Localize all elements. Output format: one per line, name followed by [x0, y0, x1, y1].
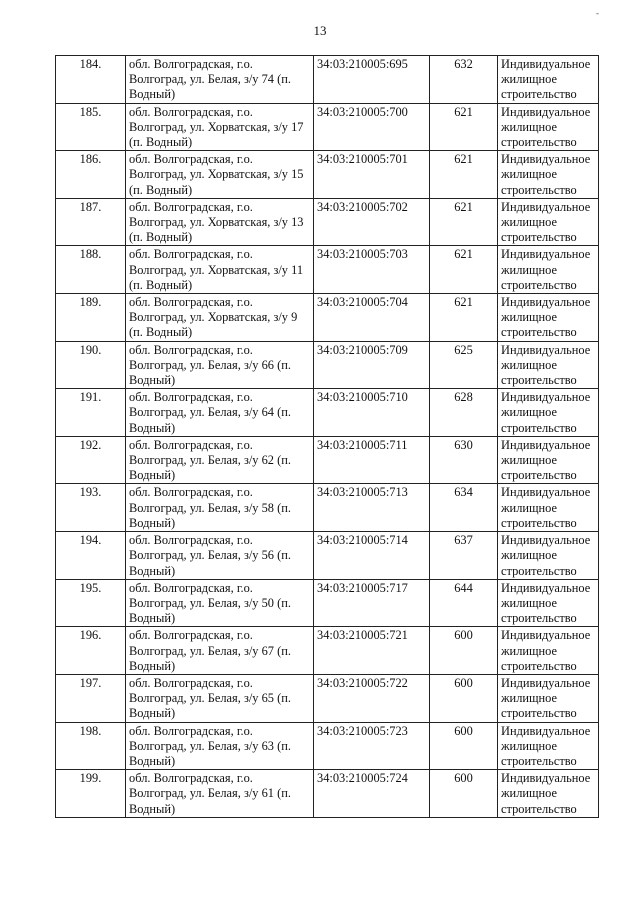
cadastral-number-cell: 34:03:210005:700 [314, 103, 430, 151]
table-row [56, 103, 599, 151]
permitted-use-cell: Индивидуальное жилищное строительство [498, 532, 599, 580]
table-row [56, 246, 599, 294]
area-cell: 637 [430, 532, 498, 580]
table-row [56, 674, 599, 722]
row-number-cell: 193. [56, 484, 126, 532]
address-cell: обл. Волгоградская, г.о. Волгоград, ул. Хорватская, з/у 17 (п. Водный) [126, 103, 314, 151]
table-row [56, 151, 599, 199]
address-cell: обл. Волгоградская, г.о. Волгоград, ул. Белая, з/у 66 (п. Водный) [126, 341, 314, 389]
table-row [56, 389, 599, 437]
cadastral-number-cell: 34:03:210005:695 [314, 56, 430, 104]
row-number-cell: 188. [56, 246, 126, 294]
address-cell: обл. Волгоградская, г.о. Волгоград, ул. Белая, з/у 50 (п. Водный) [126, 579, 314, 627]
table-row [56, 722, 599, 770]
permitted-use-cell: Индивидуальное жилищное строительство [498, 436, 599, 484]
address-cell: обл. Волгоградская, г.о. Волгоград, ул. Хорватская, з/у 9 (п. Водный) [126, 294, 314, 342]
permitted-use-cell: Индивидуальное жилищное строительство [498, 56, 599, 104]
address-cell: обл. Волгоградская, г.о. Волгоград, ул. Белая, з/у 58 (п. Водный) [126, 484, 314, 532]
area-cell: 625 [430, 341, 498, 389]
row-number-cell: 186. [56, 151, 126, 199]
cadastral-number-cell: 34:03:210005:717 [314, 579, 430, 627]
row-number-cell: 185. [56, 103, 126, 151]
row-number-cell: 187. [56, 198, 126, 246]
table-row [56, 198, 599, 246]
row-number-cell: 184. [56, 56, 126, 104]
permitted-use-cell: Индивидуальное жилищное строительство [498, 389, 599, 437]
row-number-cell: 199. [56, 770, 126, 818]
address-cell: обл. Волгоградская, г.о. Волгоград, ул. Белая, з/у 56 (п. Водный) [126, 532, 314, 580]
row-number-cell: 192. [56, 436, 126, 484]
area-cell: 644 [430, 579, 498, 627]
cadastral-number-cell: 34:03:210005:723 [314, 722, 430, 770]
permitted-use-cell: Индивидуальное жилищное строительство [498, 484, 599, 532]
permitted-use-cell: Индивидуальное жилищное строительство [498, 674, 599, 722]
address-cell: обл. Волгоградская, г.о. Волгоград, ул. Белая, з/у 62 (п. Водный) [126, 436, 314, 484]
cadastral-number-cell: 34:03:210005:703 [314, 246, 430, 294]
cadastral-number-cell: 34:03:210005:701 [314, 151, 430, 199]
row-number-cell: 195. [56, 579, 126, 627]
row-number-cell: 196. [56, 627, 126, 675]
address-cell: обл. Волгоградская, г.о. Волгоград, ул. Белая, з/у 74 (п. Водный) [126, 56, 314, 104]
address-cell: обл. Волгоградская, г.о. Волгоград, ул. Белая, з/у 63 (п. Водный) [126, 722, 314, 770]
parcels-table [55, 55, 599, 818]
area-cell: 600 [430, 722, 498, 770]
area-cell: 621 [430, 198, 498, 246]
area-cell: 634 [430, 484, 498, 532]
cadastral-number-cell: 34:03:210005:702 [314, 198, 430, 246]
area-cell: 621 [430, 294, 498, 342]
permitted-use-cell: Индивидуальное жилищное строительство [498, 579, 599, 627]
cadastral-number-cell: 34:03:210005:722 [314, 674, 430, 722]
table-row [56, 436, 599, 484]
permitted-use-cell: Индивидуальное жилищное строительство [498, 627, 599, 675]
area-cell: 600 [430, 674, 498, 722]
permitted-use-cell: Индивидуальное жилищное строительство [498, 722, 599, 770]
table-row [56, 532, 599, 580]
permitted-use-cell: Индивидуальное жилищное строительство [498, 770, 599, 818]
permitted-use-cell: Индивидуальное жилищное строительство [498, 151, 599, 199]
address-cell: обл. Волгоградская, г.о. Волгоград, ул. Белая, з/у 65 (п. Водный) [126, 674, 314, 722]
cadastral-number-cell: 34:03:210005:713 [314, 484, 430, 532]
area-cell: 628 [430, 389, 498, 437]
row-number-cell: 191. [56, 389, 126, 437]
cadastral-number-cell: 34:03:210005:714 [314, 532, 430, 580]
table-row [56, 56, 599, 104]
permitted-use-cell: Индивидуальное жилищное строительство [498, 294, 599, 342]
area-cell: 630 [430, 436, 498, 484]
area-cell: 632 [430, 56, 498, 104]
cadastral-number-cell: 34:03:210005:704 [314, 294, 430, 342]
permitted-use-cell: Индивидуальное жилищное строительство [498, 103, 599, 151]
corner-mark: - [596, 8, 599, 18]
address-cell: обл. Волгоградская, г.о. Волгоград, ул. Белая, з/у 61 (п. Водный) [126, 770, 314, 818]
address-cell: обл. Волгоградская, г.о. Волгоград, ул. Хорватская, з/у 13 (п. Водный) [126, 198, 314, 246]
cadastral-number-cell: 34:03:210005:711 [314, 436, 430, 484]
page-number: 13 [313, 23, 327, 38]
address-cell: обл. Волгоградская, г.о. Волгоград, ул. Хорватская, з/у 15 (п. Водный) [126, 151, 314, 199]
area-cell: 621 [430, 246, 498, 294]
table-row [56, 484, 599, 532]
row-number-cell: 189. [56, 294, 126, 342]
row-number-cell: 190. [56, 341, 126, 389]
area-cell: 600 [430, 627, 498, 675]
table-row [56, 627, 599, 675]
cadastral-number-cell: 34:03:210005:721 [314, 627, 430, 675]
parcels-table-body [56, 56, 599, 818]
address-cell: обл. Волгоградская, г.о. Волгоград, ул. Хорватская, з/у 11 (п. Водный) [126, 246, 314, 294]
permitted-use-cell: Индивидуальное жилищное строительство [498, 198, 599, 246]
table-row [56, 294, 599, 342]
table-row [56, 770, 599, 818]
area-cell: 600 [430, 770, 498, 818]
table-row [56, 341, 599, 389]
row-number-cell: 197. [56, 674, 126, 722]
address-cell: обл. Волгоградская, г.о. Волгоград, ул. Белая, з/у 64 (п. Водный) [126, 389, 314, 437]
area-cell: 621 [430, 151, 498, 199]
row-number-cell: 194. [56, 532, 126, 580]
row-number-cell: 198. [56, 722, 126, 770]
table-row [56, 579, 599, 627]
address-cell: обл. Волгоградская, г.о. Волгоград, ул. Белая, з/у 67 (п. Водный) [126, 627, 314, 675]
cadastral-number-cell: 34:03:210005:724 [314, 770, 430, 818]
area-cell: 621 [430, 103, 498, 151]
permitted-use-cell: Индивидуальное жилищное строительство [498, 341, 599, 389]
permitted-use-cell: Индивидуальное жилищное строительство [498, 246, 599, 294]
cadastral-number-cell: 34:03:210005:709 [314, 341, 430, 389]
cadastral-number-cell: 34:03:210005:710 [314, 389, 430, 437]
